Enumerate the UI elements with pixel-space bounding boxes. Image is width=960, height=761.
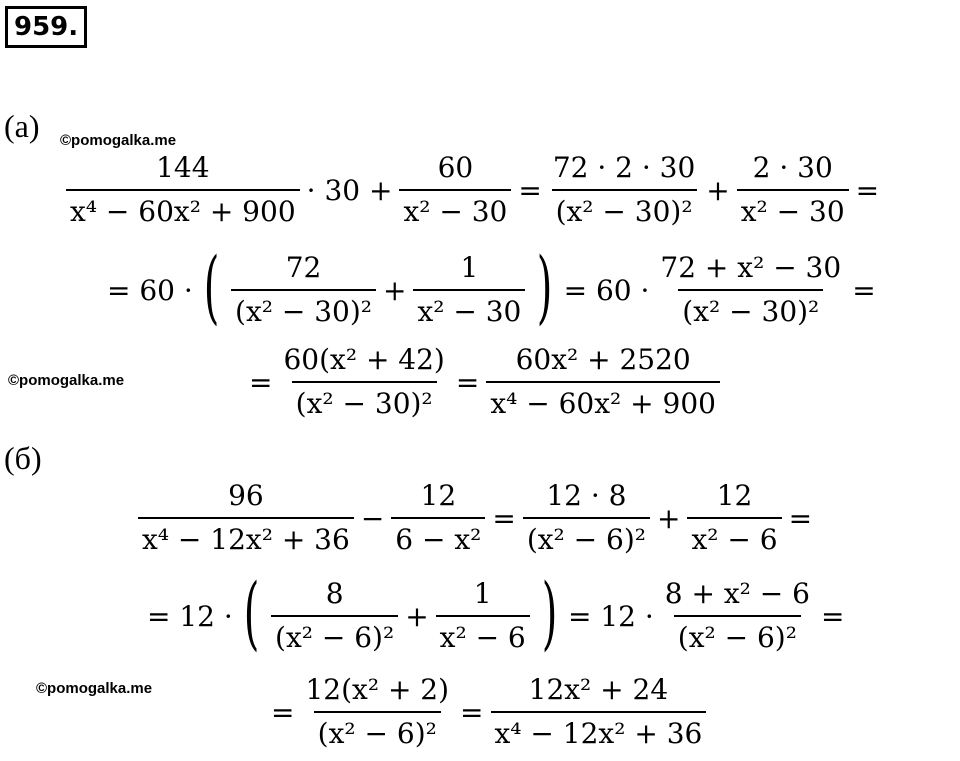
numerator: 12(x² + 2) bbox=[305, 673, 450, 706]
right-paren: ) bbox=[541, 566, 558, 659]
denominator: x² − 30 bbox=[399, 189, 511, 230]
mid-expression: = 60 · bbox=[563, 273, 650, 307]
numerator: 8 bbox=[325, 577, 344, 610]
lead-expression: = 12 · bbox=[147, 599, 233, 633]
fraction bbox=[301, 672, 453, 752]
numerator: 1 bbox=[473, 577, 492, 610]
left-paren: ( bbox=[243, 566, 260, 659]
equals-sign: = bbox=[518, 173, 542, 207]
numerator: 96 bbox=[228, 479, 264, 512]
fraction bbox=[523, 478, 650, 558]
fraction bbox=[549, 150, 699, 230]
denominator: 6 − x² bbox=[391, 517, 485, 558]
equals-sign: = bbox=[271, 695, 295, 729]
fraction bbox=[661, 576, 814, 656]
watermark: ©pomogalka.me bbox=[36, 680, 153, 697]
part-b-line-2 bbox=[144, 566, 847, 659]
operator: + bbox=[383, 273, 407, 307]
equals-sign: = bbox=[249, 365, 273, 399]
denominator: x⁴ − 60x² + 900 bbox=[486, 381, 720, 422]
watermark: ©pomogalka.me bbox=[8, 372, 125, 389]
equals-sign: = bbox=[852, 273, 876, 307]
denominator: x⁴ − 60x² + 900 bbox=[66, 189, 300, 230]
denominator: (x² − 6)² bbox=[314, 711, 441, 752]
numerator: 72 bbox=[285, 251, 322, 284]
fraction bbox=[391, 478, 485, 558]
numerator: 2 · 30 bbox=[752, 151, 833, 184]
operator: + bbox=[706, 173, 730, 207]
denominator: x⁴ − 12x² + 36 bbox=[138, 517, 354, 558]
equals-sign: = bbox=[820, 599, 845, 633]
denominator: (x² − 6)² bbox=[271, 615, 398, 656]
part-a-line-1 bbox=[62, 150, 882, 230]
numerator: 12 · 8 bbox=[546, 479, 627, 512]
fraction bbox=[279, 342, 448, 422]
operator: + bbox=[657, 501, 681, 535]
part-a-line-2 bbox=[104, 240, 879, 333]
fraction bbox=[66, 150, 300, 230]
denominator: (x² − 30)² bbox=[231, 289, 376, 330]
problem-number: 959. bbox=[5, 6, 87, 48]
denominator: (x² − 6)² bbox=[674, 615, 801, 656]
lead-expression: = 60 · bbox=[107, 273, 193, 307]
denominator: x² − 30 bbox=[737, 189, 849, 230]
fraction bbox=[413, 250, 525, 330]
part-b-line-1 bbox=[134, 478, 815, 558]
part-a-label: (а) bbox=[4, 108, 40, 144]
fraction bbox=[399, 150, 511, 230]
equals-sign: = bbox=[492, 501, 516, 535]
numerator: 60 bbox=[437, 151, 474, 184]
denominator: x² − 6 bbox=[687, 517, 781, 558]
denominator: (x² − 30)² bbox=[552, 189, 697, 230]
right-paren: ) bbox=[537, 240, 553, 333]
equals-sign: = bbox=[855, 173, 880, 207]
operator: + bbox=[405, 599, 429, 633]
left-paren: ( bbox=[203, 240, 220, 333]
numerator: 12 bbox=[716, 479, 753, 512]
numerator: 144 bbox=[156, 151, 210, 184]
numerator: 72 · 2 · 30 bbox=[552, 151, 696, 184]
denominator: x² − 6 bbox=[436, 615, 530, 656]
numerator: 12 bbox=[420, 479, 457, 512]
part-b-line-3 bbox=[268, 672, 710, 752]
fraction bbox=[687, 478, 781, 558]
equals-sign: = bbox=[460, 695, 484, 729]
denominator: (x² − 6)² bbox=[523, 517, 650, 558]
operator: − bbox=[360, 501, 385, 535]
operator: · 30 + bbox=[306, 173, 393, 207]
part-b-label: (б) bbox=[4, 440, 42, 476]
numerator: 72 + x² − 30 bbox=[660, 251, 842, 284]
fraction bbox=[436, 576, 530, 656]
watermark: ©pomogalka.me bbox=[60, 132, 177, 149]
fraction bbox=[486, 342, 720, 422]
numerator: 60x² + 2520 bbox=[515, 343, 691, 376]
denominator: (x² − 30)² bbox=[292, 381, 437, 422]
fraction bbox=[138, 478, 354, 558]
fraction bbox=[231, 250, 376, 330]
part-a-line-3 bbox=[246, 342, 724, 422]
equals-sign: = bbox=[788, 501, 813, 535]
numerator: 1 bbox=[460, 251, 479, 284]
denominator: (x² − 30)² bbox=[678, 289, 823, 330]
fraction bbox=[656, 250, 845, 330]
mid-expression: = 12 · bbox=[567, 599, 654, 633]
equals-sign: = bbox=[455, 365, 480, 399]
fraction bbox=[491, 672, 707, 752]
fraction bbox=[271, 576, 398, 656]
numerator: 12x² + 24 bbox=[528, 673, 669, 706]
denominator: x⁴ − 12x² + 36 bbox=[491, 711, 707, 752]
numerator: 8 + x² − 6 bbox=[664, 577, 810, 610]
denominator: x² − 30 bbox=[413, 289, 525, 330]
numerator: 60(x² + 42) bbox=[283, 343, 445, 376]
fraction bbox=[737, 150, 849, 230]
